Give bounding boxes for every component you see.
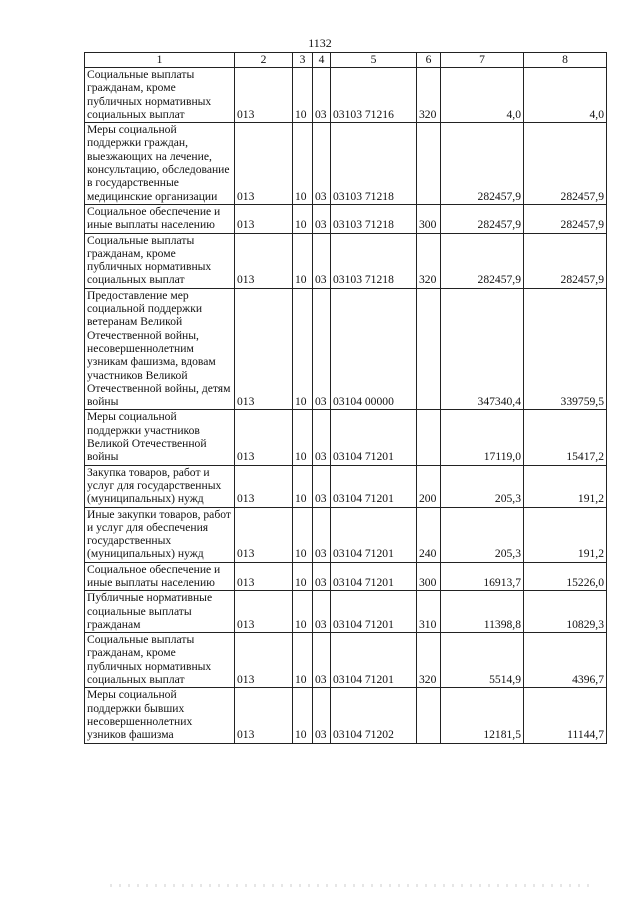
page-number: 1132: [308, 36, 332, 50]
section-code: 10: [293, 410, 313, 465]
ministry-code: 013: [235, 633, 293, 688]
header-row: [85, 53, 607, 68]
ministry-code: 013: [235, 591, 293, 633]
item-name: Публичные нормативные социальные выплаты гражданам: [85, 591, 235, 633]
expense-type-code: [417, 123, 441, 205]
table-row: [85, 410, 607, 465]
amount-col-8: 282457,9: [524, 123, 607, 205]
col-header-1: 1: [85, 53, 235, 68]
amount-col-8: 339759,5: [524, 288, 607, 410]
subsection-code: 03: [313, 68, 331, 123]
target-article-code: 03104 71201: [331, 507, 417, 562]
amount-col-7: 11398,8: [441, 591, 524, 633]
target-article-code: 03104 71201: [331, 465, 417, 507]
col-header-3: 3: [293, 53, 313, 68]
ministry-code: 013: [235, 123, 293, 205]
ministry-code: 013: [235, 562, 293, 591]
table-row: [85, 633, 607, 688]
col-header-2: 2: [235, 53, 293, 68]
target-article-code: 03103 71218: [331, 123, 417, 205]
section-code: 10: [293, 507, 313, 562]
expense-type-code: 310: [417, 591, 441, 633]
item-name: Социальные выплаты гражданам, кроме публичных нормативных социальных выплат: [85, 233, 235, 288]
subsection-code: 03: [313, 507, 331, 562]
amount-col-8: 282457,9: [524, 204, 607, 233]
table-row: [85, 204, 607, 233]
ministry-code: 013: [235, 410, 293, 465]
subsection-code: 03: [313, 233, 331, 288]
target-article-code: 03103 71218: [331, 233, 417, 288]
section-code: 10: [293, 591, 313, 633]
subsection-code: 03: [313, 410, 331, 465]
amount-col-8: 11144,7: [524, 688, 607, 743]
item-name: Социальное обеспечение и иные выплаты населению: [85, 204, 235, 233]
subsection-code: 03: [313, 288, 331, 410]
item-name: Иные закупки товаров, работ и услуг для обеспечения государственных (муниципальных) нужд: [85, 507, 235, 562]
expense-type-code: [417, 288, 441, 410]
expense-type-code: 240: [417, 507, 441, 562]
section-code: 10: [293, 633, 313, 688]
item-name: Социальные выплаты гражданам, кроме публичных нормативных социальных выплат: [85, 633, 235, 688]
ministry-code: 013: [235, 507, 293, 562]
ministry-code: 013: [235, 688, 293, 743]
subsection-code: 03: [313, 562, 331, 591]
section-code: 10: [293, 562, 313, 591]
item-name: Меры социальной поддержки граждан, выезжающих на лечение, консультацию, обследование в государственные медицинские организации: [85, 123, 235, 205]
col-header-4: 4: [313, 53, 331, 68]
amount-col-7: 347340,4: [441, 288, 524, 410]
item-name: Меры социальной поддержки бывших несовершеннолетних узников фашизма: [85, 688, 235, 743]
section-code: 10: [293, 465, 313, 507]
subsection-code: 03: [313, 591, 331, 633]
amount-col-7: 16913,7: [441, 562, 524, 591]
ministry-code: 013: [235, 204, 293, 233]
item-name: Меры социальной поддержки участников Великой Отечественной войны: [85, 410, 235, 465]
subsection-code: 03: [313, 204, 331, 233]
section-code: 10: [293, 233, 313, 288]
amount-col-8: 10829,3: [524, 591, 607, 633]
expense-type-code: 320: [417, 233, 441, 288]
col-header-5: 5: [331, 53, 417, 68]
item-name: Социальное обеспечение и иные выплаты населению: [85, 562, 235, 591]
section-code: 10: [293, 68, 313, 123]
amount-col-7: 5514,9: [441, 633, 524, 688]
expense-type-code: 300: [417, 562, 441, 591]
col-header-8: 8: [524, 53, 607, 68]
table-row: [85, 233, 607, 288]
section-code: 10: [293, 288, 313, 410]
amount-col-8: 15226,0: [524, 562, 607, 591]
amount-col-8: 191,2: [524, 507, 607, 562]
item-name: Социальные выплаты гражданам, кроме публичных нормативных социальных выплат: [85, 68, 235, 123]
table-row: [85, 123, 607, 205]
item-name: Закупка товаров, работ и услуг для государственных (муниципальных) нужд: [85, 465, 235, 507]
amount-col-7: 17119,0: [441, 410, 524, 465]
col-header-6: 6: [417, 53, 441, 68]
ministry-code: 013: [235, 68, 293, 123]
section-code: 10: [293, 123, 313, 205]
col-header-7: 7: [441, 53, 524, 68]
ministry-code: 013: [235, 233, 293, 288]
table-row: [85, 465, 607, 507]
subsection-code: 03: [313, 688, 331, 743]
section-code: 10: [293, 688, 313, 743]
amount-col-7: 205,3: [441, 507, 524, 562]
target-article-code: 03104 00000: [331, 288, 417, 410]
table-row: [85, 288, 607, 410]
expense-type-code: 320: [417, 68, 441, 123]
subsection-code: 03: [313, 465, 331, 507]
target-article-code: 03104 71201: [331, 410, 417, 465]
expense-type-code: [417, 688, 441, 743]
section-code: 10: [293, 204, 313, 233]
expense-type-code: [417, 410, 441, 465]
amount-col-7: 205,3: [441, 465, 524, 507]
target-article-code: 03104 71202: [331, 688, 417, 743]
table-row: [85, 591, 607, 633]
amount-col-8: 4,0: [524, 68, 607, 123]
table-row: [85, 562, 607, 591]
expense-type-code: 200: [417, 465, 441, 507]
amount-col-7: 282457,9: [441, 123, 524, 205]
ministry-code: 013: [235, 288, 293, 410]
table-row: [85, 507, 607, 562]
amount-col-8: 4396,7: [524, 633, 607, 688]
amount-col-7: 282457,9: [441, 204, 524, 233]
amount-col-8: 191,2: [524, 465, 607, 507]
amount-col-8: 15417,2: [524, 410, 607, 465]
subsection-code: 03: [313, 633, 331, 688]
expense-type-code: 300: [417, 204, 441, 233]
subsection-code: 03: [313, 123, 331, 205]
ministry-code: 013: [235, 465, 293, 507]
amount-col-7: 12181,5: [441, 688, 524, 743]
target-article-code: 03104 71201: [331, 562, 417, 591]
amount-col-8: 282457,9: [524, 233, 607, 288]
expense-type-code: 320: [417, 633, 441, 688]
amount-col-7: 282457,9: [441, 233, 524, 288]
target-article-code: 03104 71201: [331, 633, 417, 688]
target-article-code: 03103 71216: [331, 68, 417, 123]
scan-noise: [110, 884, 590, 887]
item-name: Предоставление мер социальной поддержки ветеранам Великой Отечественной войны, несовершеннолетним узникам фашизма, вдовам участников Великой Отечественной войны, детям войны: [85, 288, 235, 410]
target-article-code: 03103 71218: [331, 204, 417, 233]
table-row: [85, 688, 607, 743]
amount-col-7: 4,0: [441, 68, 524, 123]
budget-table: [84, 52, 607, 744]
table-row: [85, 68, 607, 123]
target-article-code: 03104 71201: [331, 591, 417, 633]
